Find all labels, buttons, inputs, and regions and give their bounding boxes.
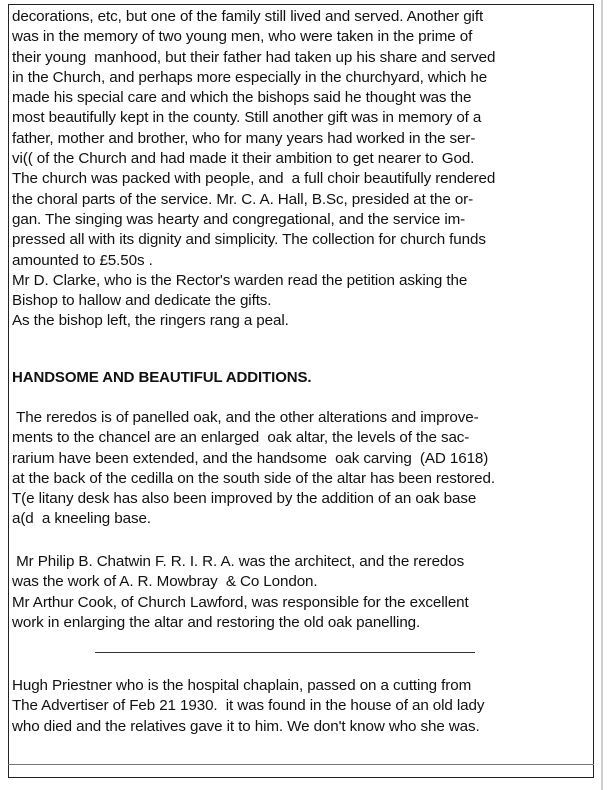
page-edge <box>601 0 603 790</box>
text-line: The church was packed with people, and a full choir beautifully rendered <box>12 170 496 188</box>
text-line: who died and the relatives gave it to him. We don't know who she was. <box>12 717 480 735</box>
text-line: their young manhood, but their father had taken up his share and served <box>12 48 496 66</box>
text-line: in the Church, and perhaps more especially in the churchyard, which he <box>12 68 488 86</box>
text-line: Mr D. Clarke, who is the Rector's warden read the petition asking the <box>12 271 468 289</box>
text-line: vi(( of the Church and had made it their ambition to get nearer to God. <box>12 150 475 168</box>
section-cutting-note <box>12 676 596 737</box>
text-line: T(e litany desk has also been improved by the addition of an oak base <box>12 490 477 508</box>
text-line: father, mother and brother, who for many years had worked in the ser- <box>12 129 476 147</box>
text-line: was in the memory of two young men, who were taken in the prime of <box>12 28 473 46</box>
bottom-rule <box>8 764 594 765</box>
text-line: The Advertiser of Feb 21 1930. it was found in the house of an old lady <box>12 697 485 715</box>
text-line: Bishop to hallow and dedicate the gifts. <box>12 292 272 310</box>
text-line: Mr Arthur Cook, of Church Lawford, was responsible for the excellent <box>12 593 469 611</box>
text-line: ments to the chancel are an enlarged oak altar, the levels of the sac- <box>12 429 470 447</box>
section-divider <box>95 652 475 653</box>
section-heading: HANDSOME AND BEAUTIFUL ADDITIONS. <box>12 369 312 386</box>
text-line: The reredos is of panelled oak, and the other alterations and improve- <box>12 409 479 426</box>
section-additions <box>12 408 596 530</box>
text-line: pressed all with its dignity and simplicity. The collection for church funds <box>12 231 486 249</box>
section-dedication <box>12 7 596 332</box>
text-line: Mr Philip B. Chatwin F. R. I. R. A. was the architect, and the reredos <box>12 553 465 570</box>
text-line: rarium have been extended, and the handsome oak carving (AD 1618) <box>12 449 489 467</box>
text-line: decorations, etc, but one of the family still lived and served. Another gift <box>12 8 484 25</box>
text-line: at the back of the cedilla on the south side of the altar has been restored. <box>12 469 495 487</box>
text-line: made his special care and which the bishops said he thought was the <box>12 89 472 107</box>
text-line: work in enlarging the altar and restoring the old oak panelling. <box>12 613 421 631</box>
text-line: As the bishop left, the ringers rang a peal. <box>12 312 289 330</box>
text-line: the choral parts of the service. Mr. C. A. Hall, B.Sc, presided at the or- <box>12 190 474 208</box>
text-line: Hugh Priestner who is the hospital chaplain, passed on a cutting from <box>12 677 472 694</box>
text-line: was the work of A. R. Mowbray & Co London. <box>12 573 318 591</box>
text-line: a(d a kneeling base. <box>12 510 151 528</box>
text-line: amounted to £5.50s . <box>12 251 153 269</box>
text-line: most beautifully kept in the county. Still another gift was in memory of a <box>12 109 482 127</box>
text-line: gan. The singing was hearty and congregational, and the service im- <box>12 210 466 228</box>
section-architect <box>12 552 596 633</box>
